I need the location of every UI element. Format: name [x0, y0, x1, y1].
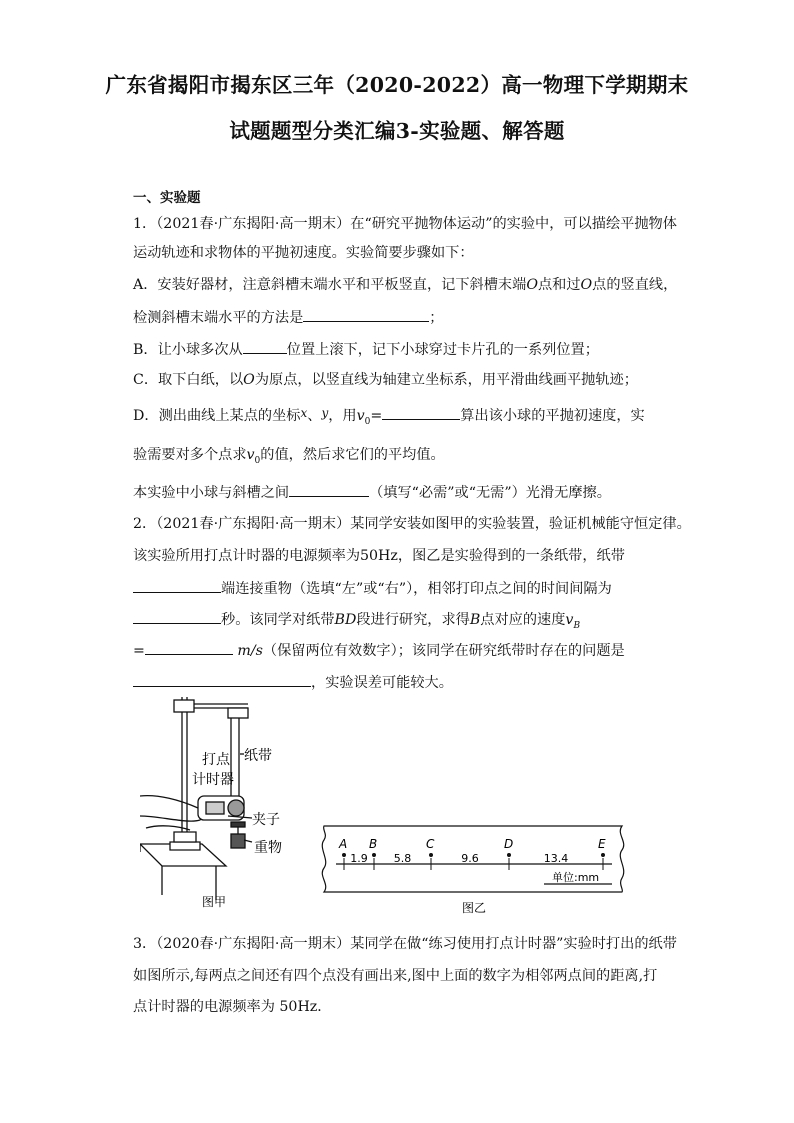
q2-stem-line-6: ，实验误差可能较大。: [133, 671, 453, 692]
q1-step-a-cont: 检测斜槽末端水平的方法是 ；: [133, 306, 443, 327]
answer-blank[interactable]: [133, 608, 221, 624]
tape-point-C: [429, 853, 433, 857]
tape-point-A: [342, 853, 346, 857]
q1-step-b: B．让小球多次从 位置上滚下，记下小球穿过卡片孔的一系列位置；: [133, 338, 599, 359]
tape-point-label: B: [369, 837, 378, 851]
tape-point-label: D: [504, 837, 514, 851]
q1-step-d-cont: 验需要对多个点求$v_0$的值，然后求它们的平均值。: [133, 447, 445, 466]
unit-label: 单位:mm: [552, 871, 600, 884]
tape-distance-label: 13.4: [543, 852, 569, 865]
tape-point-D: [507, 853, 511, 857]
q2-stem-line-5: = m/s（保留两位有效数字）；该同学在研究纸带时存在的问题是: [133, 639, 625, 660]
tape-distance-label: 1.9: [350, 852, 368, 865]
answer-blank[interactable]: [243, 338, 287, 354]
q1-step-d: D．测出曲线上某点的坐标$^x$、$^y$，用$v_0=$ 算出该小球的平抛初速度，实: [133, 406, 645, 427]
q2-stem-line-3: 端连接重物（选填“左”或“右”），相邻打印点之间的时间间隔为: [133, 577, 612, 598]
q1-step-c: C．取下白纸，以O为原点，以竖直线为轴建立坐标系，用平滑曲线画平抛轨迹；: [133, 372, 638, 388]
tape-distance-label: 9.6: [461, 852, 479, 865]
tape-point-label: A: [339, 837, 348, 851]
answer-blank[interactable]: [382, 404, 460, 420]
caption-yi: 图乙: [462, 901, 487, 915]
q1-last-line: 本实验中小球与斜槽之间 （填写“必需”或“无需”）光滑无摩擦。: [133, 481, 611, 502]
q2-stem-line-2: 该实验所用打点计时器的电源频率为50Hz，图乙是实验得到的一条纸带，纸带: [133, 548, 625, 564]
label-paper-tape: 纸带: [244, 748, 272, 764]
caption-jia: 图甲: [202, 895, 227, 909]
document-title-line-2: 试题题型分类汇编3-实验题、解答题: [229, 119, 565, 143]
answer-blank[interactable]: [145, 639, 233, 655]
tape-point-B: [372, 853, 376, 857]
tape-point-E: [601, 853, 605, 857]
q1-step-a: A．安装好器材，注意斜槽末端水平和平板竖直，记下斜槽末端O点和过O点的竖直线，: [133, 277, 678, 293]
q1-stem-line-2: 运动轨迹和求物体的平抛初速度。实验简要步骤如下：: [133, 245, 474, 261]
answer-blank[interactable]: [289, 481, 369, 497]
tape-point-label: E: [598, 837, 606, 851]
q3-stem-line-3: 点计时器的电源频率为 50Hz．: [133, 999, 332, 1015]
q3-stem-line-2: 如图所示,每两点之间还有四个点没有画出来,图中上面的数字为相邻两点间的距离,打: [133, 968, 658, 984]
q3-stem-line-1: 3．（2020春·广东揭阳·高一期末）某同学在做“练习使用打点计时器”实验时打出的纸带: [133, 936, 677, 952]
label-clip: 夹子: [252, 812, 280, 828]
label-timer-2: 计时器: [192, 772, 234, 788]
document-title-line-1: 广东省揭阳市揭东区三年（2020-2022）高一物理下学期期末: [105, 73, 689, 97]
q1-stem-line-1: 1．（2021春·广东揭阳·高一期末）在“研究平抛物体运动”的实验中，可以描绘平抛物体: [133, 216, 677, 232]
figure-yi-tape: [316, 822, 630, 918]
answer-blank[interactable]: [133, 577, 221, 593]
tape-point-label: C: [426, 837, 435, 851]
q2-stem-line-4: 秒。该同学对纸带BD段进行研究，求得B点对应的速度$v_B$: [133, 608, 580, 631]
label-weight: 重物: [254, 840, 282, 856]
answer-blank[interactable]: [303, 306, 429, 322]
section-heading: 一、实验题: [133, 190, 201, 206]
answer-blank[interactable]: [133, 671, 311, 687]
q2-stem-line-1: 2．（2021春·广东揭阳·高一期末）某同学安装如图甲的实验装置，验证机械能守恒定律。: [133, 516, 691, 532]
tape-distance-label: 5.8: [393, 852, 412, 865]
label-timer-1: 打点: [202, 752, 230, 768]
figure-jia-apparatus: [140, 692, 310, 914]
